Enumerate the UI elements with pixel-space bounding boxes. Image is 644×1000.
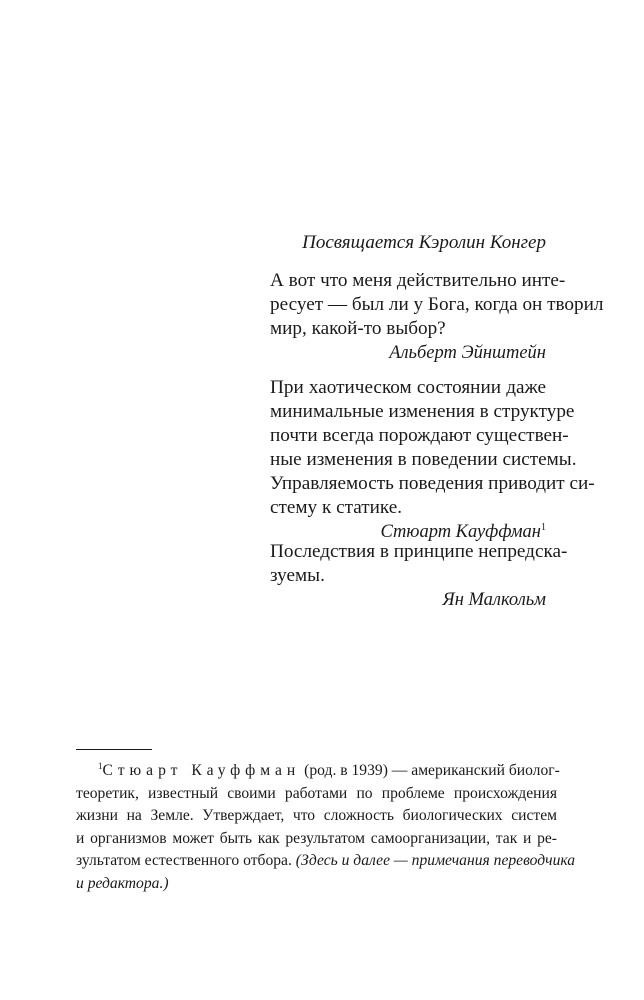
footnote-marker: 1: [98, 761, 103, 771]
footnote-divider: [76, 749, 152, 750]
dedication: Посвящается Кэролин Конгер: [302, 232, 546, 253]
quote-line: зуемы.: [270, 565, 325, 586]
footnote-line: жизни на Земле. Утверждает, что сложность биологических систем: [76, 807, 557, 824]
epigraph-author: Альберт Эйнштейн: [389, 343, 546, 363]
quote-line: ные изменения в поведении системы.: [270, 449, 577, 470]
quote-line: Последствия в принципе непредска-: [270, 541, 568, 562]
epigraph-einstein: [270, 269, 604, 365]
epigraph-malcolm: [270, 540, 568, 612]
quote-line: почти всегда порождают существен-: [270, 425, 569, 446]
quote-line: При хаотическом состоянии даже: [270, 377, 546, 398]
footnote: [76, 760, 576, 895]
epigraph-kauffman: [270, 376, 595, 544]
footnote-name: Стюарт Кауффман: [102, 762, 301, 779]
epigraph-author: Стюарт Кауффман: [380, 522, 541, 542]
footnote-text: зультатом естественного отбора.: [76, 852, 292, 869]
footnote-line: теоретик, известный своими работами по проблеме происхождения: [76, 784, 557, 802]
quote-line: мир, какой-то выбор?: [270, 318, 446, 339]
footnote-line: и организмов может быть как результатом самоорганизации, так и ре-: [76, 829, 557, 847]
quote-line: стему к статике.: [270, 497, 403, 518]
quote-line: ресует — был ли у Бога, когда он творил: [270, 294, 604, 315]
quote-line: минимальные изменения в структуре: [270, 401, 575, 422]
footnote-line: [76, 873, 557, 896]
footnote-line: [76, 850, 576, 873]
footnote-text: (род. в 1939) — американский биолог-: [304, 762, 560, 779]
quote-line: Управляемость поведения приводит си-: [270, 473, 595, 494]
epigraph-author: Ян Малкольм: [442, 590, 546, 610]
footnote-reference[interactable]: 1: [541, 522, 546, 533]
quote-line: А вот что меня действительно инте-: [270, 270, 566, 291]
translator-note: и редактора.): [76, 874, 169, 892]
translator-note: (Здесь и далее — примечания переводчика: [295, 852, 576, 869]
footnote-line: [76, 760, 560, 783]
